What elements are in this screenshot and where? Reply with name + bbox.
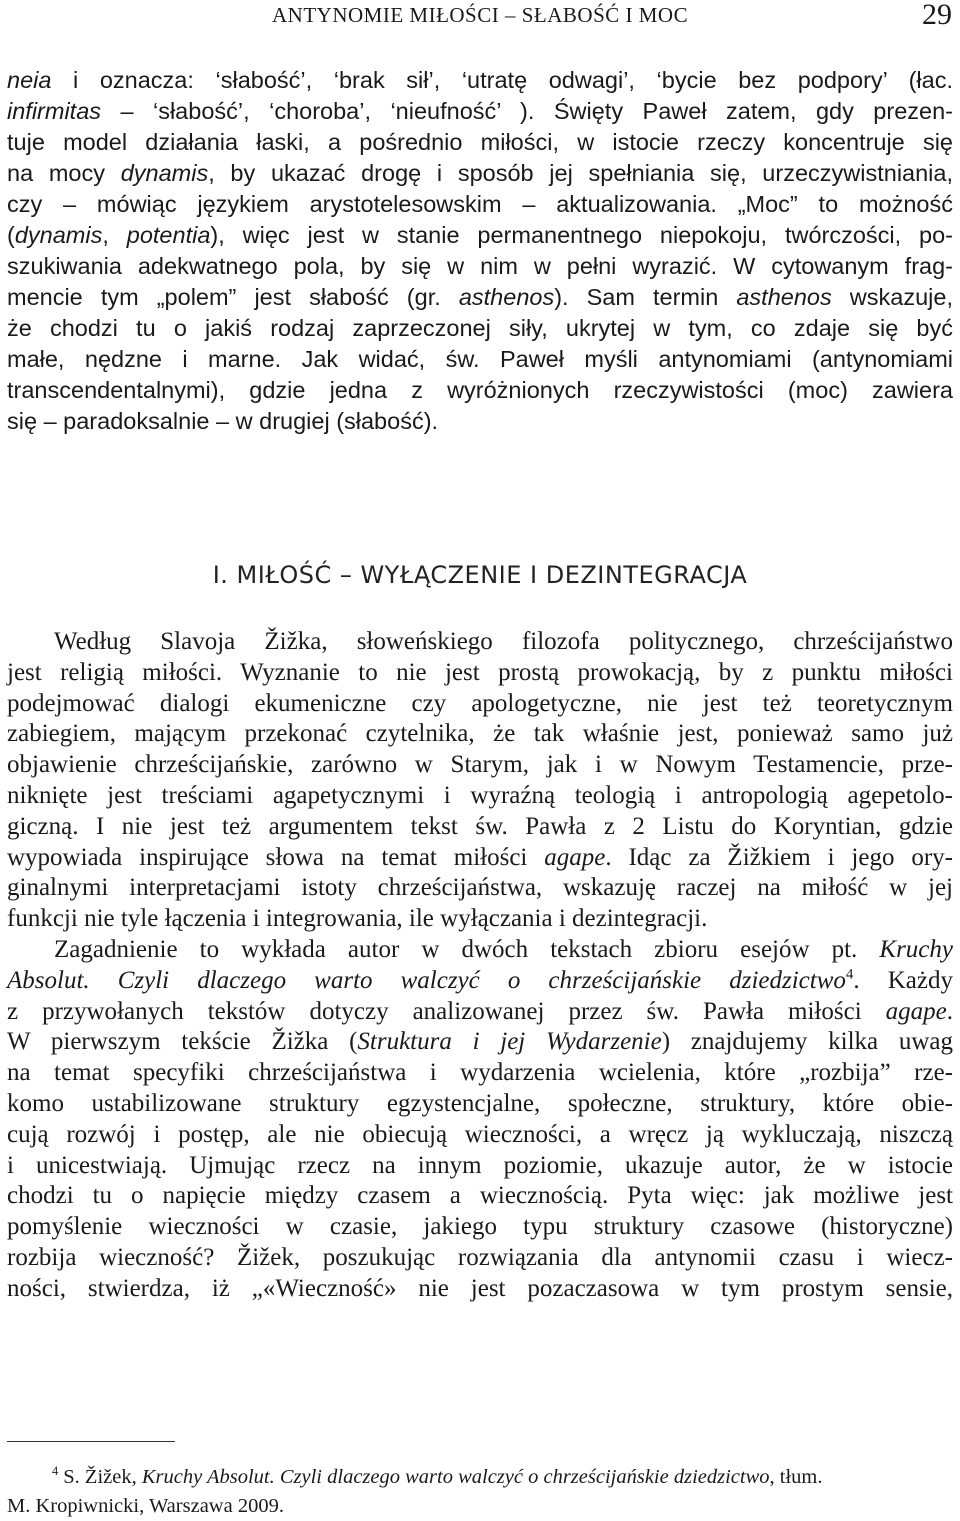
text-line: jest religią miłości. Wyznanie to nie jest prostą prowokacją, by z punktu miłości — [7, 658, 953, 686]
body-text — [7, 627, 953, 1305]
footnote-line: $^4$ S. Žižek, Kruchy Absolut. Czyli dlaczego warto walczyć o chrześcijańskie dziedzictwo, tłum. — [52, 1464, 823, 1488]
text-line: podejmować dialogi ekumeniczne czy apologetyczne, nie jest też teoretycznym — [7, 689, 953, 717]
text-line: i unicestwiają. Ujmując rzecz na innym poziomie, ukazuje autor, że w istocie — [7, 1151, 953, 1179]
footnote-rule — [7, 1441, 175, 1442]
text-line: transcendentalnymi), gdzie jedna z wyróżnionych rzeczywistości (moc) zawiera — [7, 377, 953, 403]
text-line: Według Slavoja Žižka, słoweńskiego filozofa politycznego, chrześcijaństwo — [54, 628, 953, 655]
text-line: objawienie chrześcijańskie, zarówno w Starym, jak i w Nowym Testamencie, prze- — [7, 751, 953, 779]
text-line: na mocy dynamis, by ukazać drogę i sposób jej spełniania się, urzeczywistniania, — [7, 160, 953, 186]
text-line: czy – mówiąc językiem arystotelesowskim – aktualizowania. „Moc” to możność — [7, 191, 953, 217]
text-line: niknięte jest treściami agapetycznymi i wyraźną teologią i antropologią agepetolo- — [7, 781, 953, 809]
paragraph-zizek-religion — [7, 627, 953, 935]
text-line: ginalnymi interpretacjami istoty chrześcijaństwa, wskazuję raczej na miłość w jej — [7, 874, 953, 902]
running-head-title: ANTYNOMIE MIŁOŚCI – SŁABOŚĆ I MOC — [272, 3, 689, 27]
text-line: pomyślenie wieczności w czasie, jakiego typu struktury czasowe (historyczne) — [7, 1213, 953, 1241]
text-line: funkcji nie tyle łączenia i integrowania, ile wyłączania i dezintegracji. — [7, 905, 708, 933]
footnote-line: M. Kropiwnicki, Warszawa 2009. — [7, 1495, 284, 1517]
running-head — [0, 0, 960, 40]
text-line: chodzi tu o napięcie między czasem a wiecznością. Pyta więc: jak możliwe jest — [7, 1182, 953, 1210]
text-line: giczną. I nie jest też argumentem tekst św. Pawła z 2 Listu do Koryntian, gdzie — [7, 812, 953, 840]
text-line: cują rozwój i postęp, ale nie obiecują wieczności, a wręcz ją wykluczają, niszczą — [7, 1120, 953, 1148]
text-line: mencie tym „polem” jest słabość (gr. asthenos). Sam termin asthenos wskazuje, — [7, 284, 953, 310]
section-heading: I. MIŁOŚĆ – WYŁĄCZENIE I DEZINTEGRACJA — [212, 561, 748, 589]
text-line: (dynamis, potentia), więc jest w stanie permanentnego niepokoju, twórczości, po- — [7, 222, 954, 248]
text-line: rozbija wieczność? Žižek, poszukując rozwiązania dla antynomii czasu i wiecz- — [7, 1243, 953, 1271]
text-line: się – paradoksalnie – w drugiej (słabość). — [7, 408, 439, 434]
text-line: tuje model działania łaski, a pośrednio miłości, w istocie rzeczy koncentruje się — [7, 129, 953, 155]
paragraph-asthenos — [7, 65, 953, 437]
text-line: W pierwszym tekście Žižka (Struktura i jej Wydarzenie) znajdujemy kilka uwag — [7, 1028, 953, 1056]
text-line: małe, nędzne i marne. Jak widać, św. Paweł myśli antynomiami (antynomiami — [7, 346, 953, 372]
text-line: infirmitas – ‘słabość’, ‘choroba’, ‘nieufność’ ). Święty Paweł zatem, gdy prezen- — [7, 98, 953, 124]
paragraph-kruchy-absolut — [7, 935, 953, 1305]
page-number: 29 — [922, 0, 952, 31]
text-line: zabiegiem, mającym przekonać czytelnika, że tak właśnie jest, ponieważ samo już — [7, 720, 953, 748]
text-line: komo ustabilizowane struktury egzystencjalne, społeczne, struktury, które obie- — [7, 1089, 953, 1117]
text-line: neia i oznacza: ‘słabość’, ‘brak sił’, ‘utratę odwagi’, ‘bycie bez podpory’ (łac. — [7, 67, 953, 93]
text-line: na temat specyfiki chrześcijaństwa i wydarzenia wcielenia, które „rozbija” rze- — [7, 1059, 953, 1087]
text-line: szukiwania adekwatnego pola, by się w nim w pełni wyrazić. W cytowanym frag- — [7, 253, 953, 279]
text-line: Zagadnienie to wykłada autor w dwóch tekstach zbioru esejów pt. Kruchy — [54, 935, 953, 963]
text-line: że chodzi tu o jakiś rodzaj zaprzeczonej siły, ukrytej w tym, co zdaje się być — [7, 315, 953, 341]
text-line: wypowiada inspirujące słowa na temat miłości agape. Idąc za Žižkiem i jego ory- — [7, 843, 953, 871]
text-line: z przywołanych tekstów dotyczy analizowanej przez św. Pawła miłości agape. — [7, 997, 953, 1025]
text-line: Absolut. Czyli dlaczego warto walczyć o chrześcijańskie dziedzictwo$^4$. Każdy — [7, 966, 953, 994]
text-line: ności, stwierdza, iż „«Wieczność» nie jest pozaczasowa w tym prostym sensie, — [7, 1274, 953, 1302]
footnote-4 — [7, 1463, 953, 1521]
